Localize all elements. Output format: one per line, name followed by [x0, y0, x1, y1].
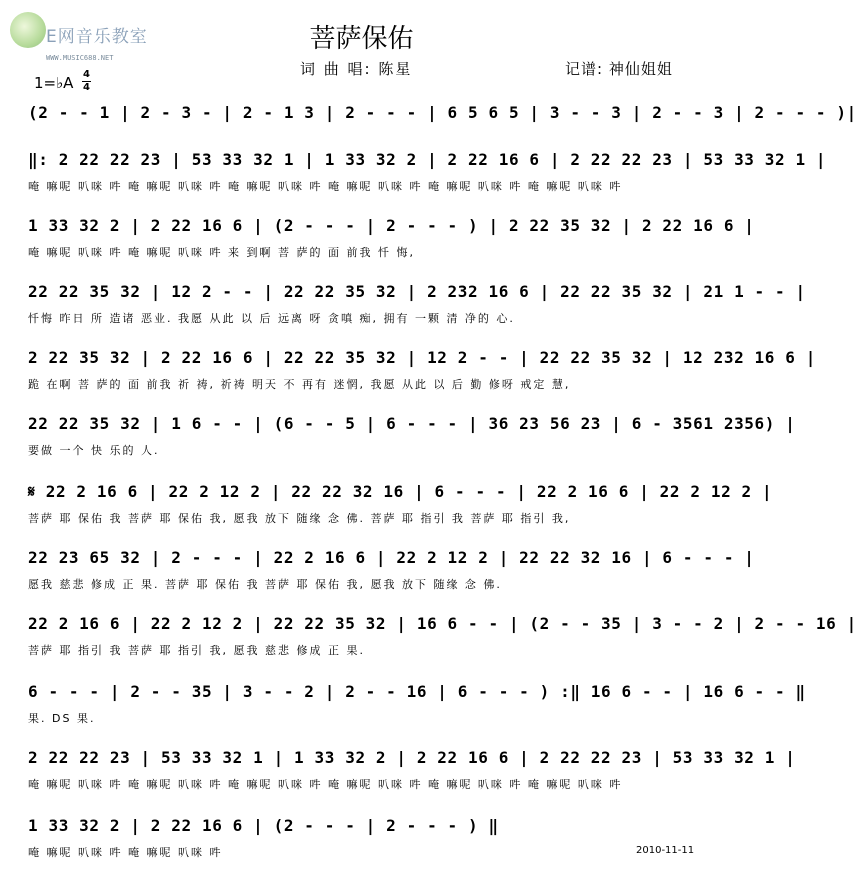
time-signature	[82, 70, 91, 93]
lyrics-line-5: 跪 在啊 菩 萨的 面 前我 祈 祷, 祈祷 明天 不 再有 迷惘, 我愿 从此 以 后 勤 修呀 戒定 慧,	[28, 378, 571, 391]
logo-text: E网音乐教室	[46, 27, 148, 47]
transcriber-credit: 记谱: 神仙姐姐	[565, 60, 673, 78]
lyrics-line-2: 唵 嘛呢 叭咪 吽 唵 嘛呢 叭咪 吽 唵 嘛呢 叭咪 吽 唵 嘛呢 叭咪 吽 唵 嘛呢 叭咪 吽 唵 嘛呢 叭咪 吽	[28, 180, 623, 193]
key-signature: 1=♭A	[34, 74, 74, 92]
lyrics-line-6: 要做 一个 快 乐的 人.	[28, 444, 160, 457]
time-signature-bottom: 4	[83, 82, 90, 93]
score-system-1: (2 - - 1 | 2 - 3 - | 2 - 1 3 | 2 - - - | 6 5 6 5 | 3 - - 3 | 2 - - 3 | 2 - - - )|	[28, 103, 857, 122]
score-system-8: 22 23 65 32 | 2 - - - | 22 2 16 6 | 22 2 12 2 | 22 22 32 16 | 6 - - - |	[28, 548, 755, 567]
date-stamp: 2010-11-11	[636, 845, 695, 856]
time-signature-top: 4	[83, 69, 90, 80]
lyrics-line-7: 菩萨 耶 保佑 我 菩萨 耶 保佑 我, 愿我 放下 随缘 念 佛. 菩萨 耶 指引 我 菩萨 耶 指引 我,	[28, 512, 571, 525]
lyrics-line-10: 果. DS 果.	[28, 712, 96, 725]
logo-url: WWW.MUSIC688.NET	[46, 54, 114, 62]
lyrics-line-3: 唵 嘛呢 叭咪 吽 唵 嘛呢 叭咪 吽 来 到啊 菩 萨的 面 前我 忏 悔,	[28, 246, 415, 259]
score-system-2: ‖: 2 22 22 23 | 53 33 32 1 | 1 33 32 2 | 2 22 16 6 | 2 22 22 23 | 53 33 32 1 |	[28, 150, 827, 169]
lyrics-line-9: 菩萨 耶 指引 我 菩萨 耶 指引 我, 愿我 慈悲 修成 正 果.	[28, 644, 365, 657]
score-system-3: 1 33 32 2 | 2 22 16 6 | (2 - - - | 2 - - - ) | 2 22 35 32 | 2 22 16 6 |	[28, 216, 755, 235]
score-system-11: 2 22 22 23 | 53 33 32 1 | 1 33 32 2 | 2 22 16 6 | 2 22 22 23 | 53 33 32 1 |	[28, 748, 796, 767]
lyrics-line-12: 唵 嘛呢 叭咪 吽 唵 嘛呢 叭咪 吽	[28, 846, 223, 859]
score-system-9: 22 2 16 6 | 22 2 12 2 | 22 22 35 32 | 16 6 - - | (2 - - 35 | 3 - - 2 | 2 - - 16 |	[28, 614, 857, 633]
score-system-6: 22 22 35 32 | 1 6 - - | (6 - - 5 | 6 - - - | 36 23 56 23 | 6 - 3561 2356) |	[28, 414, 796, 433]
song-credits: 词 曲 唱: 陈星	[300, 60, 413, 78]
score-system-7: 𝄋 22 2 16 6 | 22 2 12 2 | 22 22 32 16 | 6 - - - | 22 2 16 6 | 22 2 12 2 |	[28, 482, 773, 501]
song-title: 菩萨保佑	[309, 24, 414, 54]
lyrics-line-4: 忏悔 昨日 所 造诸 恶业. 我愿 从此 以 后 远离 呀 贪嗔 痴, 拥有 一颗 清 净的 心.	[28, 312, 515, 325]
score-system-12: 1 33 32 2 | 2 22 16 6 | (2 - - - | 2 - - - ) ‖	[28, 816, 499, 835]
score-system-5: 2 22 35 32 | 2 22 16 6 | 22 22 35 32 | 12 2 - - | 22 22 35 32 | 12 232 16 6 |	[28, 348, 816, 367]
score-system-10: 6 - - - | 2 - - 35 | 3 - - 2 | 2 - - 16 | 6 - - - ) :‖ 16 6 - - | 16 6 - - ‖	[28, 682, 806, 701]
lyrics-line-8: 愿我 慈悲 修成 正 果. 菩萨 耶 保佑 我 菩萨 耶 保佑 我, 愿我 放下 随缘 念 佛.	[28, 578, 502, 591]
score-system-4: 22 22 35 32 | 12 2 - - | 22 22 35 32 | 2 232 16 6 | 22 22 35 32 | 21 1 - - |	[28, 282, 806, 301]
lyrics-line-11: 唵 嘛呢 叭咪 吽 唵 嘛呢 叭咪 吽 唵 嘛呢 叭咪 吽 唵 嘛呢 叭咪 吽 唵 嘛呢 叭咪 吽 唵 嘛呢 叭咪 吽	[28, 778, 623, 791]
